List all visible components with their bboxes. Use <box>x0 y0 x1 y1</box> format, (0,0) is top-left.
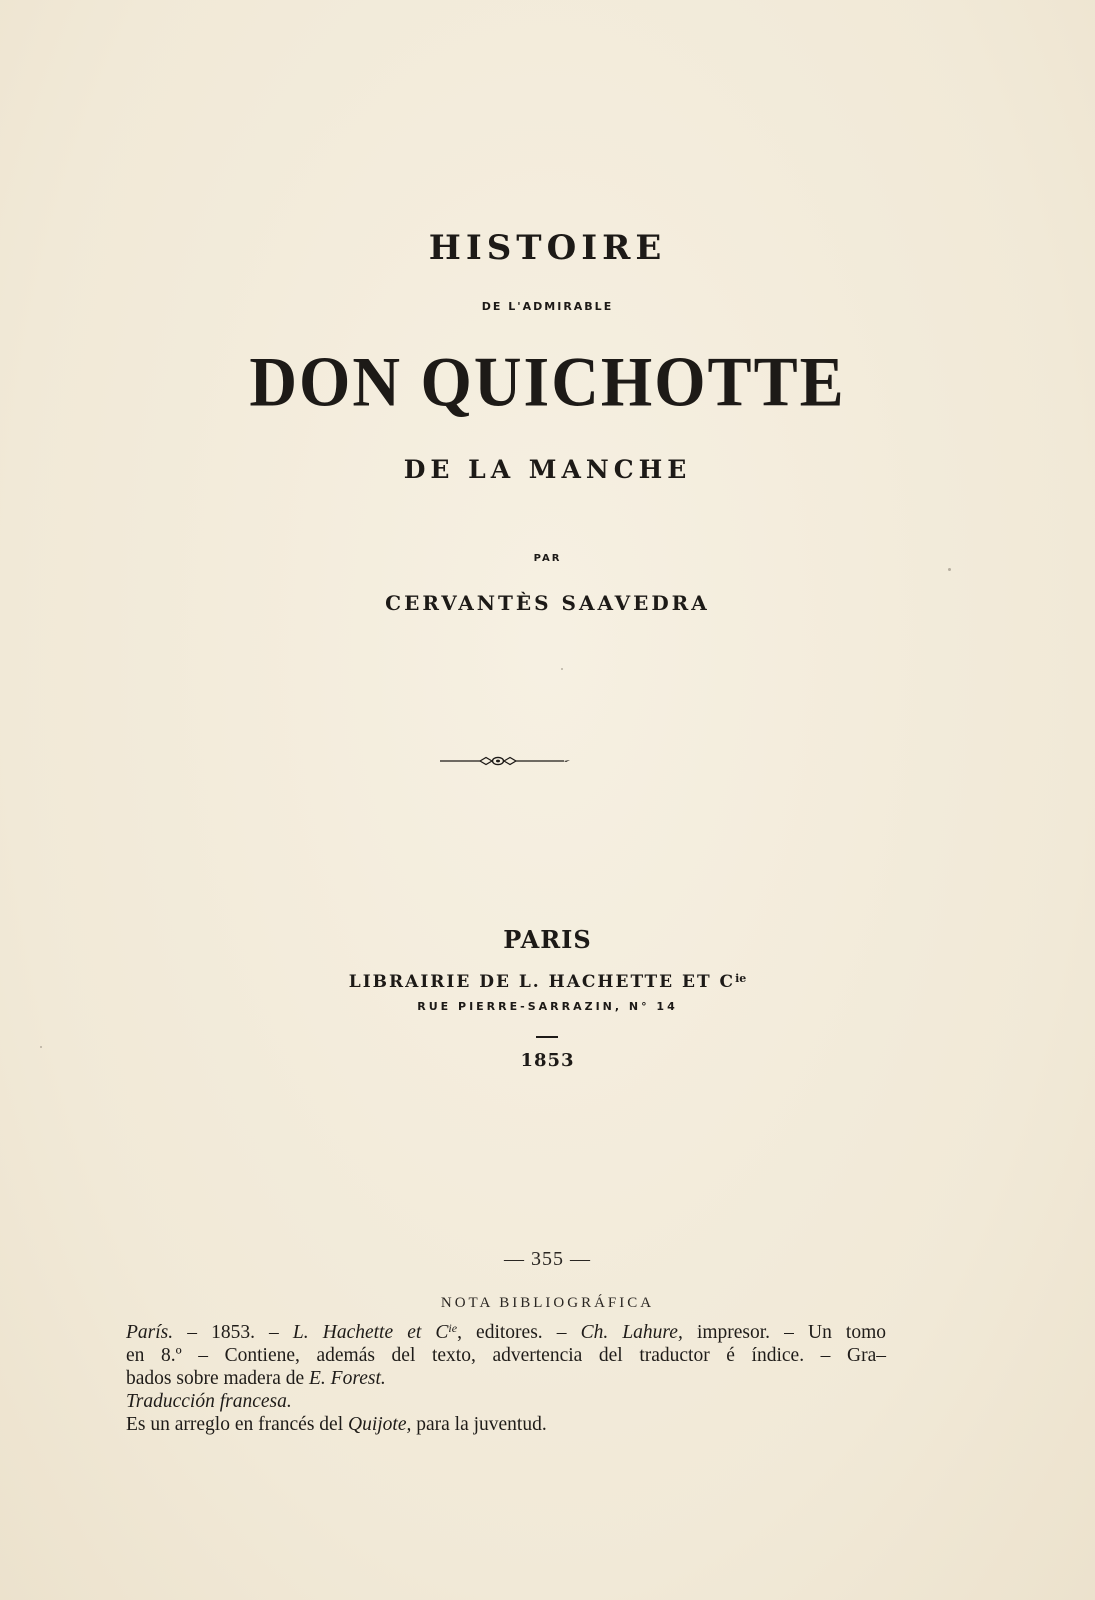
note-arreglo: Es un arreglo en francés del <box>126 1414 348 1435</box>
note-line-4 <box>126 1390 886 1413</box>
publisher-superscript: ie <box>735 972 747 985</box>
imprint-publisher <box>0 968 1095 993</box>
title-de-ladmirable: DE L'ADMIRABLE <box>481 300 614 313</box>
page-number: — 355 — <box>504 1248 591 1270</box>
bibliographic-note <box>126 1317 886 1436</box>
note-line-2: en 8.º – Contiene, además del texto, advertencia del traductor é índice. – Gra– <box>126 1345 886 1366</box>
note-engraver: E. Forest. <box>309 1368 386 1389</box>
ornament-rule-icon <box>440 754 572 768</box>
imprint-divider <box>536 1036 558 1038</box>
note-grabados: bados sobre madera de <box>126 1368 310 1389</box>
note-line-1 <box>126 1317 886 1344</box>
note-translation: Traducción francesa. <box>126 1391 292 1412</box>
title-don-quichotte: DON QUICHOTTE <box>249 343 846 422</box>
title-histoire: HISTOIRE <box>428 228 667 268</box>
nota-heading: NOTA BIBLIOGRÁFICA <box>440 1295 655 1311</box>
author-name: CERVANTÈS SAAVEDRA <box>385 591 710 615</box>
imprint-city: PARIS <box>503 925 592 954</box>
note-editores: , editores. – <box>457 1322 581 1343</box>
note-printer: Ch. Lahure, <box>580 1322 683 1343</box>
paper-speck <box>948 568 951 571</box>
imprint-address: RUE PIERRE-SARRAZIN, N° 14 <box>417 1000 678 1013</box>
imprint-year: 1853 <box>520 1050 575 1071</box>
note-year: – 1853. – <box>173 1322 293 1343</box>
paper-speck <box>561 668 563 670</box>
publisher-name: LIBRAIRIE DE L. HACHETTE ET C <box>348 972 736 992</box>
title-par: PAR <box>533 553 562 564</box>
note-juventud: para la juventud. <box>411 1414 547 1435</box>
note-publisher-sup: ie <box>448 1321 458 1335</box>
title-de-la-manche: DE LA MANCHE <box>403 455 692 484</box>
note-line-5 <box>126 1413 886 1436</box>
paper-speck <box>40 1046 42 1048</box>
note-city: París. <box>126 1322 174 1343</box>
note-impresor: impresor. – Un tomo <box>682 1322 887 1343</box>
note-publisher: L. Hachette et C <box>292 1322 449 1343</box>
note-line-3 <box>126 1367 886 1390</box>
note-quijote: Quijote, <box>347 1414 412 1435</box>
